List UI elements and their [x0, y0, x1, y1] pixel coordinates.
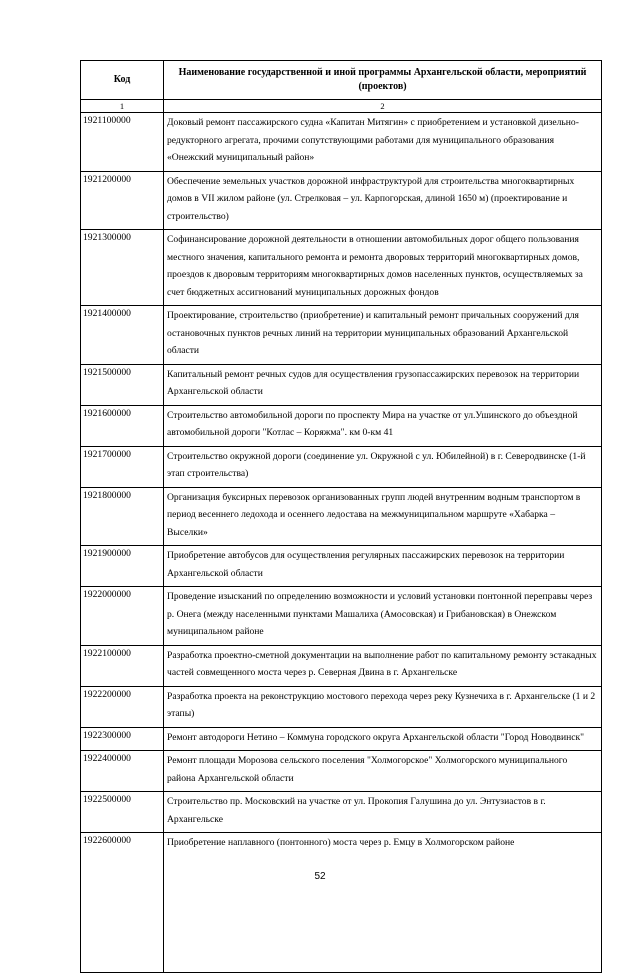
- row-code: 1921600000: [81, 405, 164, 446]
- column-number-1: 1: [81, 100, 164, 113]
- table-body: [81, 113, 602, 973]
- table-row: [81, 833, 602, 973]
- table-row: [81, 727, 602, 751]
- column-number-row: [81, 100, 602, 113]
- program-table: [80, 60, 602, 973]
- row-code: 1921300000: [81, 230, 164, 306]
- row-code: 1922600000: [81, 833, 164, 973]
- row-name: Строительство пр. Московский на участке от ул. Прокопия Галушина до ул. Энтузиастов в г. Архангельске: [164, 792, 602, 833]
- row-code: 1921900000: [81, 546, 164, 587]
- row-name: Ремонт автодороги Нетино – Коммуна городского округа Архангельской области "Город Новодвинск": [164, 727, 602, 751]
- row-name: Обеспечение земельных участков дорожной инфраструктурой для строительства многоквартирных домов в VII жилом районе (ул. Стрелковая – ул. Карпогорская, длиной 1650 м) (проектирование и строительство): [164, 171, 602, 230]
- table-row: [81, 751, 602, 792]
- row-name: Капитальный ремонт речных судов для осуществления грузопассажирских перевозок на территории Архангельской области: [164, 364, 602, 405]
- row-code: 1922100000: [81, 645, 164, 686]
- row-name: Проектирование, строительство (приобретение) и капитальный ремонт причальных сооружений для остановочных пунктов речных линий на территории муниципальных образований Архангельской области: [164, 306, 602, 365]
- row-name: Строительство окружной дороги (соединение ул. Окружной с ул. Юбилейной) в г. Северодвинске (1-й этап строительства): [164, 446, 602, 487]
- table-row: [81, 546, 602, 587]
- row-name: Приобретение автобусов для осуществления регулярных пассажирских перевозок на территории Архангельской области: [164, 546, 602, 587]
- row-code: 1922400000: [81, 751, 164, 792]
- row-name: Доковый ремонт пассажирского судна «Капитан Митягин» с приобретением и установкой дизельно-редукторного агрегата, прочими сопутствующими работами для муниципального образования «Онежский муниципальный район»: [164, 113, 602, 172]
- row-name: Разработка проекта на реконструкцию мостового перехода через реку Кузнечиха в г. Архангельске (1 и 2 этапы): [164, 686, 602, 727]
- row-code: 1921200000: [81, 171, 164, 230]
- header-code: Код: [81, 61, 164, 100]
- table-row: [81, 446, 602, 487]
- table-header-row: [81, 61, 602, 100]
- row-name: Софинансирование дорожной деятельности в отношении автомобильных дорог общего пользования местного значения, капитального ремонта и ремонта дворовых территорий многоквартирных домов, проездов к дворовым территориям многоквартирных домов населенных пунктов, осуществляемых за счет бюджетных ассигнований муниципальных дорожных фондов: [164, 230, 602, 306]
- row-code: 1921700000: [81, 446, 164, 487]
- row-name: Приобретение наплавного (понтонного) моста через р. Емцу в Холмогорском районе: [164, 833, 602, 973]
- table-row: [81, 230, 602, 306]
- table-row: [81, 587, 602, 646]
- table-row: [81, 405, 602, 446]
- table-row: [81, 792, 602, 833]
- row-code: 1921500000: [81, 364, 164, 405]
- table-row: [81, 645, 602, 686]
- row-code: 1922000000: [81, 587, 164, 646]
- header-name: Наименование государственной и иной программы Архангельской области, мероприятий (проектов): [164, 61, 602, 100]
- page-number: 52: [314, 871, 326, 882]
- row-name: Проведение изысканий по определению возможности и условий установки понтонной переправы через р. Онега (между населенными пунктами Машалиха (Амосовская) и Грибановская) в Онежском муниципальном районе: [164, 587, 602, 646]
- column-number-2: 2: [164, 100, 602, 113]
- row-code: 1921100000: [81, 113, 164, 172]
- table-row: [81, 306, 602, 365]
- row-code: 1922200000: [81, 686, 164, 727]
- row-name: Строительство автомобильной дороги по проспекту Мира на участке от ул.Ушинского до объездной автомобильной дороги "Котлас – Коряжма". км 0-км 41: [164, 405, 602, 446]
- table-row: [81, 364, 602, 405]
- row-code: 1922300000: [81, 727, 164, 751]
- table-row: [81, 113, 602, 172]
- row-code: 1922500000: [81, 792, 164, 833]
- row-name: Организация буксирных перевозок организованных групп людей внутренним водным транспортом в период весеннего ледохода и осеннего ледостава на межмуниципальном маршруте «Хабарка – Выселки»: [164, 487, 602, 546]
- table-row: [81, 487, 602, 546]
- row-name: Ремонт площади Морозова сельского поселения "Холмогорское" Холмогорского муниципального района Архангельской области: [164, 751, 602, 792]
- row-name: Разработка проектно-сметной документации на выполнение работ по капитальному ремонту эстакадных частей совмещенного моста через р. Северная Двина в г. Архангельске: [164, 645, 602, 686]
- row-code: 1921400000: [81, 306, 164, 365]
- table-row: [81, 171, 602, 230]
- table-row: [81, 686, 602, 727]
- row-code: 1921800000: [81, 487, 164, 546]
